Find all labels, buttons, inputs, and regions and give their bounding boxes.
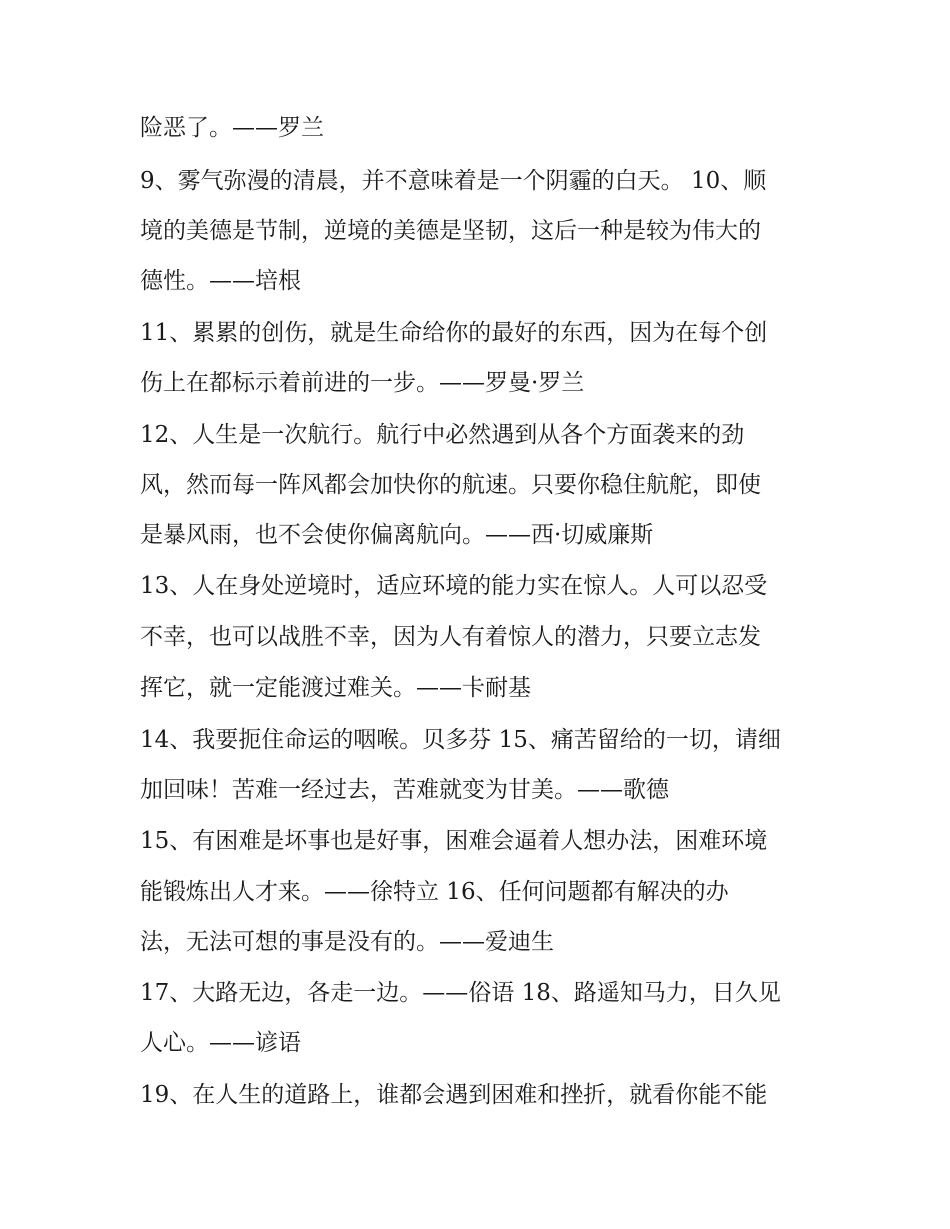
text-line: 12、人生是一次航行。航行中必然遇到从各个方面袭来的劲 (140, 422, 745, 448)
text-line: 14、我要扼住命运的咽喉。贝多芬 15、痛苦留给的一切，请细 (140, 727, 781, 753)
text-line: 风，然而每一阵风都会加快你的航速。只要你稳住航舵，即使 (140, 472, 761, 498)
text-line: 境的美德是节制，逆境的美德是坚韧，这后一种是较为伟大的 (140, 218, 761, 244)
text-line: 伤上在都标示着前进的一步。——罗曼·罗兰 (140, 370, 585, 396)
text-line: 17、大路无边，各走一边。——俗语 18、路遥知马力，日久见 (140, 980, 781, 1006)
text-line: 险恶了。——罗兰 (140, 115, 324, 141)
text-line: 加回味！苦难一经过去，苦难就变为甘美。——歌德 (140, 777, 669, 803)
text-line: 挥它，就一定能渡过难关。——卡耐基 (140, 675, 531, 701)
text-line: 15、有困难是坏事也是好事，困难会逼着人想办法，困难环境 (140, 828, 768, 854)
text-line: 13、人在身处逆境时，适应环境的能力实在惊人。人可以忍受 (140, 573, 768, 599)
text-line: 是暴风雨，也不会使你偏离航向。——西·切威廉斯 (140, 522, 654, 548)
text-line: 法，无法可想的事是没有的。——爱迪生 (140, 929, 554, 955)
text-line: 德性。——培根 (140, 268, 301, 294)
text-line: 19、在人生的道路上，谁都会遇到困难和挫折，就看你能不能 (140, 1082, 768, 1108)
text-line: 11、累累的创伤，就是生命给你的最好的东西，因为在每个创 (140, 320, 768, 346)
text-line: 人心。——谚语 (140, 1030, 301, 1056)
text-line: 9、雾气弥漫的清晨，并不意味着是一个阴霾的白天。 10、顺 (140, 168, 767, 194)
text-line: 能锻炼出人才来。——徐特立 16、任何问题都有解决的办 (140, 879, 729, 905)
text-line: 不幸，也可以战胜不幸，因为人有着惊人的潜力，只要立志发 (140, 624, 761, 650)
